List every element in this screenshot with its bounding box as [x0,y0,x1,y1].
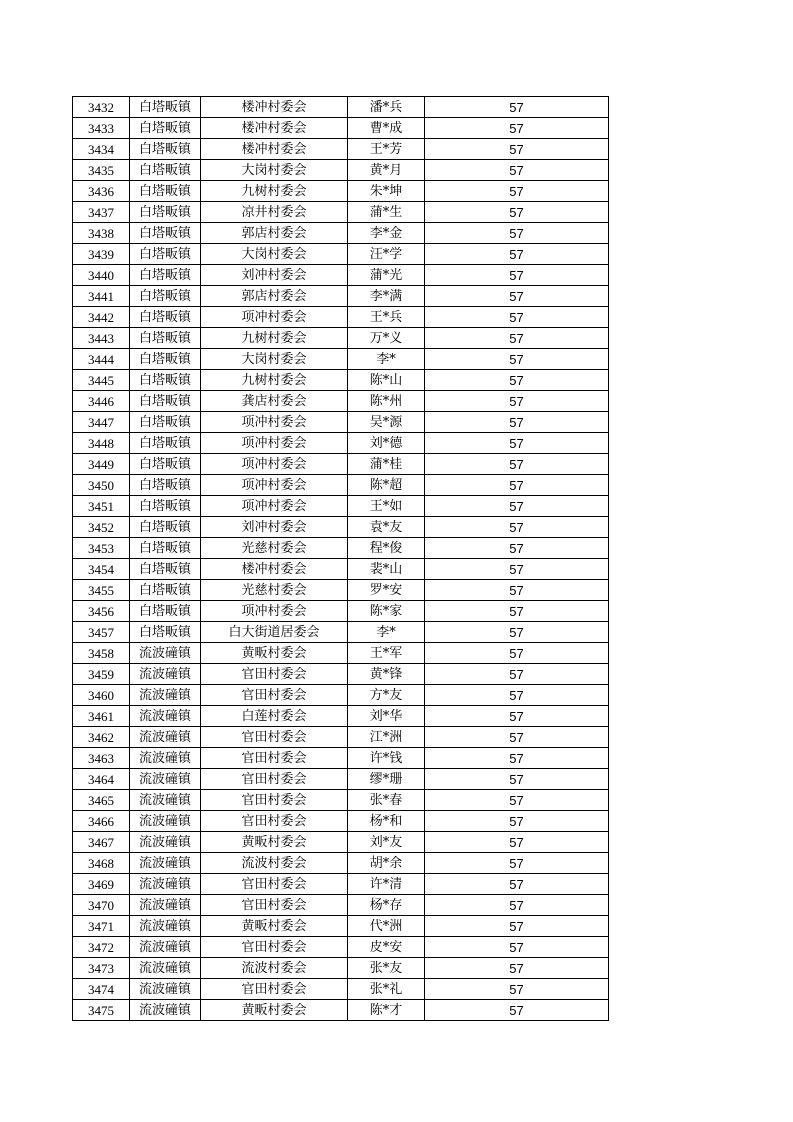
value-cell: 57 [425,916,609,937]
name-cell: 张*礼 [348,979,425,1000]
table-row [73,979,609,1000]
row-number-cell: 3457 [73,622,130,643]
row-number-cell: 3475 [73,1000,130,1021]
row-number-cell: 3454 [73,559,130,580]
name-cell: 蒲*光 [348,265,425,286]
row-number-cell: 3451 [73,496,130,517]
row-number-cell: 3435 [73,160,130,181]
table-row [73,349,609,370]
town-cell: 白塔畈镇 [130,559,201,580]
value-cell: 57 [425,664,609,685]
village-cell: 白莲村委会 [201,706,348,727]
row-number-cell: 3461 [73,706,130,727]
value-cell: 57 [425,790,609,811]
value-cell: 57 [425,412,609,433]
row-number-cell: 3447 [73,412,130,433]
value-cell: 57 [425,538,609,559]
table-row [73,181,609,202]
name-cell: 陈*州 [348,391,425,412]
table-row [73,769,609,790]
row-number-cell: 3433 [73,118,130,139]
town-cell: 流波䃥镇 [130,958,201,979]
value-cell: 57 [425,958,609,979]
value-cell: 57 [425,874,609,895]
town-cell: 流波䃥镇 [130,790,201,811]
name-cell: 陈*家 [348,601,425,622]
village-cell: 官田村委会 [201,811,348,832]
value-cell: 57 [425,496,609,517]
row-number-cell: 3456 [73,601,130,622]
row-number-cell: 3473 [73,958,130,979]
village-cell: 项冲村委会 [201,307,348,328]
value-cell: 57 [425,307,609,328]
name-cell: 刘*友 [348,832,425,853]
roster-table [72,96,609,1021]
name-cell: 杨*和 [348,811,425,832]
village-cell: 官田村委会 [201,685,348,706]
village-cell: 大岗村委会 [201,244,348,265]
value-cell: 57 [425,748,609,769]
name-cell: 朱*坤 [348,181,425,202]
table-row [73,580,609,601]
value-cell: 57 [425,559,609,580]
town-cell: 流波䃥镇 [130,1000,201,1021]
table-row [73,286,609,307]
town-cell: 流波䃥镇 [130,727,201,748]
name-cell: 裴*山 [348,559,425,580]
town-cell: 白塔畈镇 [130,181,201,202]
name-cell: 李* [348,349,425,370]
town-cell: 白塔畈镇 [130,349,201,370]
value-cell: 57 [425,223,609,244]
row-number-cell: 3471 [73,916,130,937]
table-row [73,853,609,874]
name-cell: 黄*月 [348,160,425,181]
town-cell: 白塔畈镇 [130,412,201,433]
row-number-cell: 3432 [73,97,130,118]
table-row [73,832,609,853]
table-row [73,202,609,223]
village-cell: 郭店村委会 [201,223,348,244]
name-cell: 代*洲 [348,916,425,937]
value-cell: 57 [425,391,609,412]
village-cell: 官田村委会 [201,979,348,1000]
table-row [73,391,609,412]
row-number-cell: 3443 [73,328,130,349]
table-row [73,874,609,895]
row-number-cell: 3438 [73,223,130,244]
table-row [73,307,609,328]
value-cell: 57 [425,118,609,139]
village-cell: 凉井村委会 [201,202,348,223]
name-cell: 王*军 [348,643,425,664]
town-cell: 流波䃥镇 [130,685,201,706]
table-row [73,622,609,643]
town-cell: 白塔畈镇 [130,160,201,181]
value-cell: 57 [425,685,609,706]
value-cell: 57 [425,454,609,475]
name-cell: 王*如 [348,496,425,517]
village-cell: 官田村委会 [201,769,348,790]
town-cell: 流波䃥镇 [130,811,201,832]
village-cell: 九树村委会 [201,328,348,349]
value-cell: 57 [425,601,609,622]
town-cell: 白塔畈镇 [130,454,201,475]
table-row [73,895,609,916]
name-cell: 皮*安 [348,937,425,958]
town-cell: 流波䃥镇 [130,664,201,685]
row-number-cell: 3439 [73,244,130,265]
table-row [73,643,609,664]
value-cell: 57 [425,1000,609,1021]
name-cell: 潘*兵 [348,97,425,118]
row-number-cell: 3455 [73,580,130,601]
table-row [73,538,609,559]
table-row [73,1000,609,1021]
name-cell: 李*金 [348,223,425,244]
name-cell: 吴*源 [348,412,425,433]
name-cell: 刘*华 [348,706,425,727]
table-row [73,559,609,580]
value-cell: 57 [425,769,609,790]
name-cell: 李* [348,622,425,643]
town-cell: 流波䃥镇 [130,874,201,895]
village-cell: 郭店村委会 [201,286,348,307]
row-number-cell: 3449 [73,454,130,475]
row-number-cell: 3453 [73,538,130,559]
village-cell: 项冲村委会 [201,433,348,454]
town-cell: 白塔畈镇 [130,601,201,622]
value-cell: 57 [425,832,609,853]
table-row [73,454,609,475]
town-cell: 白塔畈镇 [130,202,201,223]
value-cell: 57 [425,244,609,265]
row-number-cell: 3459 [73,664,130,685]
village-cell: 刘冲村委会 [201,517,348,538]
table-row [73,223,609,244]
name-cell: 张*春 [348,790,425,811]
value-cell: 57 [425,706,609,727]
town-cell: 白塔畈镇 [130,517,201,538]
table-row [73,706,609,727]
table-row [73,139,609,160]
village-cell: 龚店村委会 [201,391,348,412]
value-cell: 57 [425,160,609,181]
row-number-cell: 3434 [73,139,130,160]
table-row [73,916,609,937]
name-cell: 曹*成 [348,118,425,139]
name-cell: 罗*安 [348,580,425,601]
village-cell: 项冲村委会 [201,496,348,517]
name-cell: 蒲*生 [348,202,425,223]
roster-sheet [72,96,608,1021]
village-cell: 流波村委会 [201,958,348,979]
name-cell: 张*友 [348,958,425,979]
name-cell: 李*满 [348,286,425,307]
name-cell: 许*清 [348,874,425,895]
row-number-cell: 3469 [73,874,130,895]
table-row [73,97,609,118]
value-cell: 57 [425,727,609,748]
name-cell: 缪*珊 [348,769,425,790]
village-cell: 楼冲村委会 [201,97,348,118]
value-cell: 57 [425,895,609,916]
row-number-cell: 3462 [73,727,130,748]
name-cell: 江*洲 [348,727,425,748]
name-cell: 陈*才 [348,1000,425,1021]
table-row [73,265,609,286]
village-cell: 项冲村委会 [201,454,348,475]
value-cell: 57 [425,139,609,160]
name-cell: 陈*超 [348,475,425,496]
table-row [73,811,609,832]
table-row [73,496,609,517]
town-cell: 白塔畈镇 [130,370,201,391]
row-number-cell: 3465 [73,790,130,811]
row-number-cell: 3466 [73,811,130,832]
value-cell: 57 [425,265,609,286]
village-cell: 楼冲村委会 [201,139,348,160]
value-cell: 57 [425,643,609,664]
table-row [73,664,609,685]
row-number-cell: 3444 [73,349,130,370]
village-cell: 大岗村委会 [201,349,348,370]
row-number-cell: 3460 [73,685,130,706]
name-cell: 王*芳 [348,139,425,160]
town-cell: 白塔畈镇 [130,433,201,454]
village-cell: 光慈村委会 [201,538,348,559]
value-cell: 57 [425,580,609,601]
table-row [73,118,609,139]
row-number-cell: 3448 [73,433,130,454]
village-cell: 黄畈村委会 [201,916,348,937]
value-cell: 57 [425,433,609,454]
value-cell: 57 [425,475,609,496]
village-cell: 黄畈村委会 [201,832,348,853]
village-cell: 官田村委会 [201,790,348,811]
table-row [73,685,609,706]
village-cell: 楼冲村委会 [201,118,348,139]
village-cell: 官田村委会 [201,874,348,895]
town-cell: 白塔畈镇 [130,580,201,601]
row-number-cell: 3442 [73,307,130,328]
table-row [73,958,609,979]
town-cell: 白塔畈镇 [130,286,201,307]
village-cell: 黄畈村委会 [201,1000,348,1021]
village-cell: 流波村委会 [201,853,348,874]
row-number-cell: 3467 [73,832,130,853]
name-cell: 刘*德 [348,433,425,454]
town-cell: 流波䃥镇 [130,832,201,853]
row-number-cell: 3437 [73,202,130,223]
village-cell: 项冲村委会 [201,475,348,496]
row-number-cell: 3474 [73,979,130,1000]
name-cell: 胡*余 [348,853,425,874]
village-cell: 白大街道居委会 [201,622,348,643]
town-cell: 白塔畈镇 [130,475,201,496]
name-cell: 万*义 [348,328,425,349]
row-number-cell: 3440 [73,265,130,286]
name-cell: 程*俊 [348,538,425,559]
value-cell: 57 [425,181,609,202]
row-number-cell: 3441 [73,286,130,307]
table-row [73,727,609,748]
town-cell: 流波䃥镇 [130,853,201,874]
town-cell: 白塔畈镇 [130,622,201,643]
table-row [73,433,609,454]
name-cell: 陈*山 [348,370,425,391]
village-cell: 大岗村委会 [201,160,348,181]
village-cell: 九树村委会 [201,181,348,202]
row-number-cell: 3436 [73,181,130,202]
table-row [73,370,609,391]
village-cell: 楼冲村委会 [201,559,348,580]
village-cell: 光慈村委会 [201,580,348,601]
value-cell: 57 [425,622,609,643]
value-cell: 57 [425,937,609,958]
value-cell: 57 [425,853,609,874]
town-cell: 白塔畈镇 [130,538,201,559]
table-row [73,328,609,349]
town-cell: 白塔畈镇 [130,118,201,139]
village-cell: 官田村委会 [201,748,348,769]
table-row [73,244,609,265]
row-number-cell: 3458 [73,643,130,664]
value-cell: 57 [425,328,609,349]
village-cell: 官田村委会 [201,727,348,748]
town-cell: 白塔畈镇 [130,97,201,118]
row-number-cell: 3468 [73,853,130,874]
town-cell: 流波䃥镇 [130,643,201,664]
name-cell: 王*兵 [348,307,425,328]
town-cell: 白塔畈镇 [130,391,201,412]
town-cell: 白塔畈镇 [130,496,201,517]
value-cell: 57 [425,286,609,307]
town-cell: 流波䃥镇 [130,916,201,937]
village-cell: 项冲村委会 [201,601,348,622]
table-row [73,412,609,433]
town-cell: 白塔畈镇 [130,244,201,265]
name-cell: 黄*锋 [348,664,425,685]
name-cell: 杨*存 [348,895,425,916]
row-number-cell: 3446 [73,391,130,412]
village-cell: 黄畈村委会 [201,643,348,664]
value-cell: 57 [425,202,609,223]
name-cell: 许*钱 [348,748,425,769]
table-row [73,517,609,538]
town-cell: 流波䃥镇 [130,979,201,1000]
town-cell: 白塔畈镇 [130,223,201,244]
roster-table-body [73,97,609,1021]
town-cell: 白塔畈镇 [130,328,201,349]
row-number-cell: 3445 [73,370,130,391]
table-row [73,937,609,958]
town-cell: 流波䃥镇 [130,895,201,916]
village-cell: 刘冲村委会 [201,265,348,286]
table-row [73,790,609,811]
village-cell: 官田村委会 [201,664,348,685]
row-number-cell: 3452 [73,517,130,538]
village-cell: 官田村委会 [201,937,348,958]
town-cell: 白塔畈镇 [130,139,201,160]
name-cell: 方*友 [348,685,425,706]
row-number-cell: 3470 [73,895,130,916]
town-cell: 流波䃥镇 [130,706,201,727]
value-cell: 57 [425,97,609,118]
village-cell: 九树村委会 [201,370,348,391]
town-cell: 白塔畈镇 [130,265,201,286]
table-row [73,160,609,181]
row-number-cell: 3472 [73,937,130,958]
town-cell: 白塔畈镇 [130,307,201,328]
value-cell: 57 [425,349,609,370]
value-cell: 57 [425,811,609,832]
row-number-cell: 3464 [73,769,130,790]
name-cell: 汪*学 [348,244,425,265]
value-cell: 57 [425,517,609,538]
table-row [73,475,609,496]
town-cell: 流波䃥镇 [130,937,201,958]
table-row [73,748,609,769]
village-cell: 项冲村委会 [201,412,348,433]
row-number-cell: 3450 [73,475,130,496]
value-cell: 57 [425,979,609,1000]
village-cell: 官田村委会 [201,895,348,916]
row-number-cell: 3463 [73,748,130,769]
value-cell: 57 [425,370,609,391]
name-cell: 袁*友 [348,517,425,538]
town-cell: 流波䃥镇 [130,769,201,790]
town-cell: 流波䃥镇 [130,748,201,769]
table-row [73,601,609,622]
name-cell: 蒲*桂 [348,454,425,475]
